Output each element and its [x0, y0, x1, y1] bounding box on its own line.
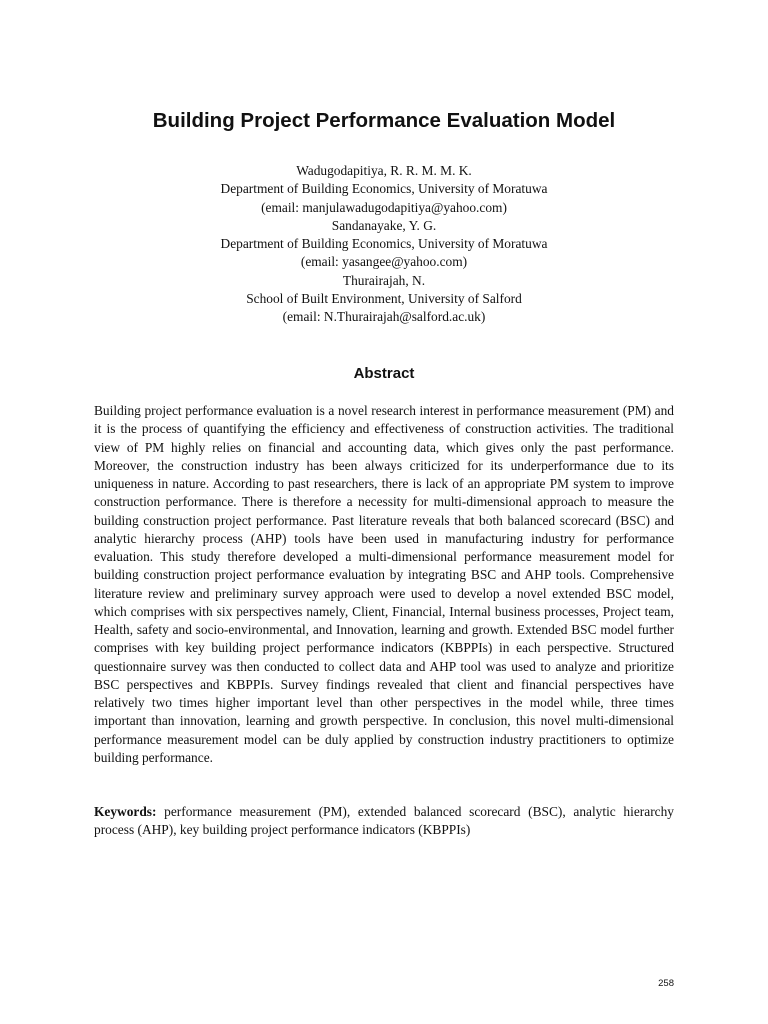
author-affiliation: School of Built Environment, University of Salford — [246, 291, 522, 307]
keywords-text: performance measurement (PM), extended balanced scorecard (BSC), analytic hierarchy process (AHP), key building project performance indicators (KBPPIs) — [94, 804, 674, 838]
author-email: (email: N.Thurairajah@salford.ac.uk) — [282, 309, 486, 325]
author-affiliation: Department of Building Economics, University of Moratuwa — [220, 181, 548, 197]
keywords-paragraph — [94, 803, 674, 840]
abstract-text: Building project performance evaluation is a novel research interest in performance measurement (PM) and it is the process of quantifying the efficiency and effectiveness of construction activities. The traditional view of PM highly relies on financial and accounting data, which gives only the past performance. Moreover, the construction industry has been always criticized for its underperformance due to its uniqueness in nature. According to past researchers, there is lack of an appropriate PM system to improve construction performance. There is therefore a necessity for multi-dimensional approach to measure the building construction project performance. Past literature reveals that both balanced scorecard (BSC) and analytic hierarchy process (AHP) tools have been used in manufacturing industry for performance evaluation. This study therefore developed a multi-dimensional performance measurement model for building construction project performance evaluation by integrating BSC and AHP tools. Comprehensive literature review and preliminary survey approach were used to develop a novel extended BSC model, which comprises with six perspectives namely, Client, Financial, Internal business processes, Project team, Health, safety and socio-environmental, and Innovation, learning and growth. Extended BSC model further comprises with key building project performance indicators (KBPPIs) in each perspective. Structured questionnaire survey was then conducted to collect data and AHP tool was used to analyze and prioritize BSC perspectives and KBPPIs. Survey findings revealed that client and financial perspectives have relatively two times higher important level than other perspectives in the model while, three times important than innovation, learning and growth perspective. In conclusion, this novel multi-dimensional performance measurement model can be duly applied by construction industry practitioners to optimize building performance. — [94, 403, 674, 765]
author-affiliation: Department of Building Economics, University of Moratuwa — [220, 236, 548, 252]
author-name: Wadugodapitiya, R. R. M. M. K. — [296, 163, 472, 178]
author-email: (email: manjulawadugodapitiya@yahoo.com) — [261, 199, 507, 215]
paper-title: Building Project Performance Evaluation Model — [152, 109, 616, 132]
keywords-label: Keywords: — [94, 804, 157, 819]
author-name: Sandanayake, Y. G. — [331, 217, 437, 233]
author-block — [0, 162, 768, 327]
page-number: 258 — [658, 978, 674, 989]
author-name: Thurairajah, N. — [342, 272, 426, 288]
abstract-heading: Abstract — [353, 365, 415, 382]
author-email: (email: yasangee@yahoo.com) — [300, 254, 468, 270]
